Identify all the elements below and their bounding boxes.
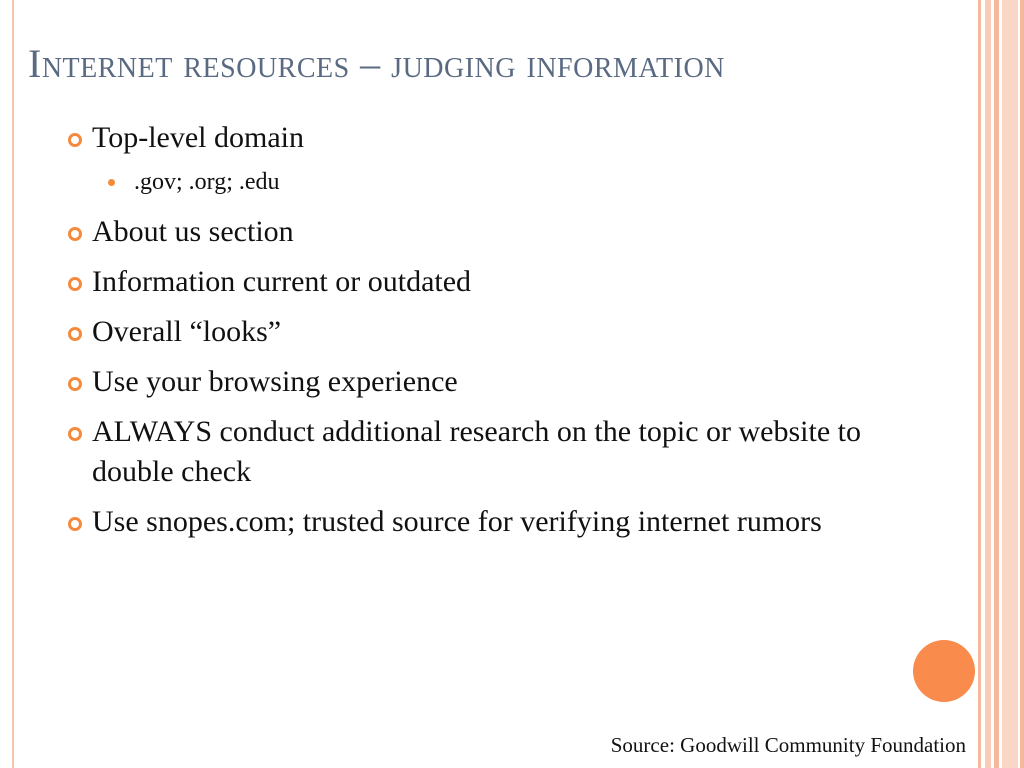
left-frame-line	[12, 0, 14, 768]
right-frame-stripe	[994, 0, 999, 768]
right-frame-stripe	[1020, 0, 1024, 768]
bullet-item	[64, 412, 894, 492]
bullet-text: ALWAYS conduct additional research on the topic or website to double check	[92, 415, 861, 488]
hollow-circle-bullet-icon	[68, 517, 82, 531]
bullet-item	[64, 312, 894, 352]
bullet-item	[64, 118, 894, 158]
bullet-text: Use snopes.com; trusted source for verifying internet rumors	[92, 505, 822, 538]
bullet-text: Use your browsing experience	[92, 365, 458, 398]
slide-title: Internet resources – judging information	[28, 41, 725, 86]
bullet-text: Top-level domain	[92, 121, 305, 154]
source-caption: Source: Goodwill Community Foundation	[610, 733, 966, 757]
sub-bullet-item	[64, 166, 894, 198]
hollow-circle-bullet-icon	[68, 227, 82, 241]
filled-dot-bullet-icon	[108, 179, 115, 186]
bullet-text: Overall “looks”	[92, 315, 282, 348]
hollow-circle-bullet-icon	[68, 277, 82, 291]
sub-bullet-text: .gov; .org; .edu	[134, 169, 280, 195]
bullet-text: Information current or outdated	[92, 265, 472, 298]
bullet-item	[64, 362, 894, 402]
right-frame-stripe	[1002, 0, 1018, 768]
bullet-list	[64, 118, 894, 552]
bullet-item	[64, 262, 894, 302]
hollow-circle-bullet-icon	[68, 427, 82, 441]
bullet-item	[64, 502, 894, 542]
hollow-circle-bullet-icon	[68, 133, 82, 147]
right-frame-stripe	[985, 0, 991, 768]
hollow-circle-bullet-icon	[68, 377, 82, 391]
bullet-text: About us section	[92, 215, 294, 248]
right-frame-stripe	[978, 0, 981, 768]
orange-circle-icon	[913, 640, 975, 702]
hollow-circle-bullet-icon	[68, 327, 82, 341]
bullet-item	[64, 212, 894, 252]
